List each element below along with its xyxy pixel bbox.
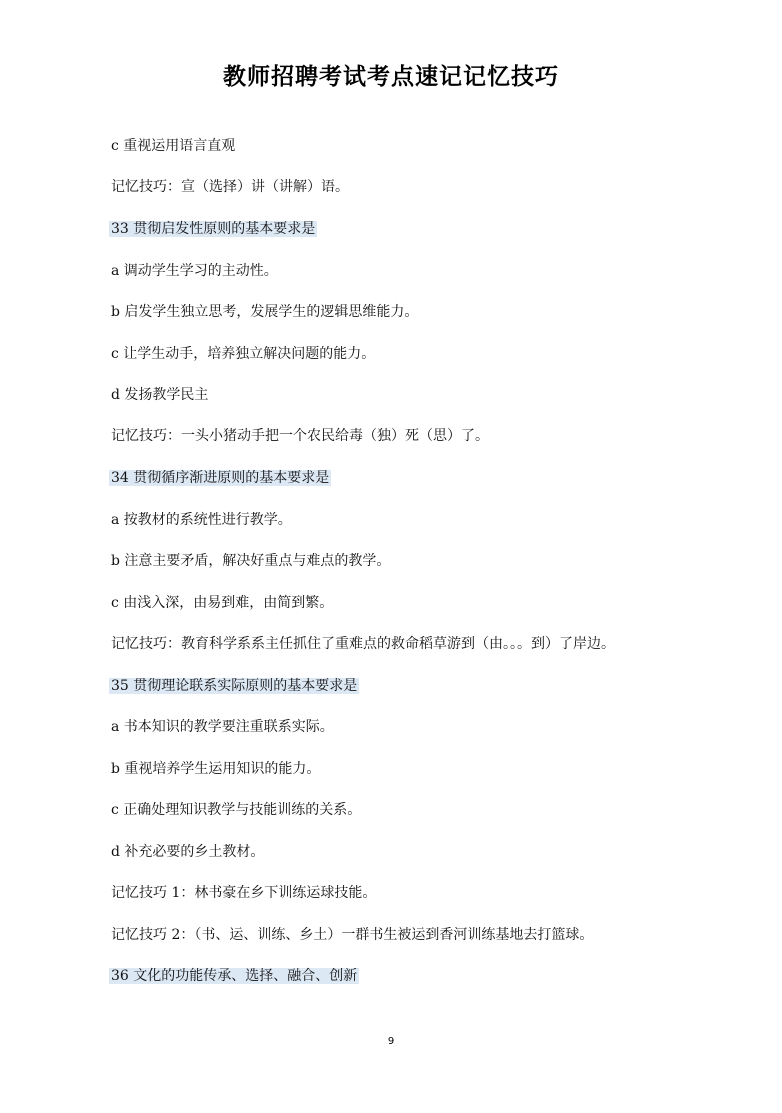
text-line xyxy=(111,548,390,574)
line-text: a 按教材的系统性进行教学。 xyxy=(111,512,292,528)
section-heading xyxy=(111,465,331,491)
text-line xyxy=(111,341,375,367)
text-line xyxy=(111,880,376,906)
text-line xyxy=(111,174,349,200)
heading-text: 35 贯彻理论联系实际原则的基本要求是 xyxy=(111,678,358,694)
text-line xyxy=(111,299,418,325)
line-text: b 重视培养学生运用知识的能力。 xyxy=(111,761,321,777)
page-title: 教师招聘考试考点速记记忆技巧 xyxy=(223,64,559,90)
section-heading xyxy=(111,673,359,699)
line-text: c 让学生动手，培养独立解决问题的能力。 xyxy=(111,346,376,362)
line-text: 记忆技巧：宣（选择）讲（讲解）语。 xyxy=(111,179,349,195)
line-text: d 补充必要的乡土教材。 xyxy=(111,844,265,860)
text-line xyxy=(111,922,593,948)
line-text: b 注意主要矛盾，解决好重点与难点的教学。 xyxy=(111,553,391,569)
text-line xyxy=(111,839,264,865)
line-text: c 正确处理知识教学与技能训练的关系。 xyxy=(111,802,362,818)
line-text: a 书本知识的教学要注重联系实际。 xyxy=(111,719,334,735)
text-line xyxy=(111,423,489,449)
line-text: c 重视运用语言直观 xyxy=(111,138,236,154)
page-number: 9 xyxy=(387,1036,395,1047)
heading-text: 36 文化的功能传承、选择、融合、创新 xyxy=(111,968,358,984)
section-heading xyxy=(111,963,359,989)
line-text: a 调动学生学习的主动性。 xyxy=(111,263,278,279)
text-line xyxy=(111,714,334,740)
text-line xyxy=(111,258,278,284)
line-text: 记忆技巧 1：林书豪在乡下训练运球技能。 xyxy=(111,885,377,901)
line-text: 记忆技巧 2：（书、运、训练、乡土）一群书生被运到香河训练基地去打篮球。 xyxy=(111,927,594,943)
heading-text: 34 贯彻循序渐进原则的基本要求是 xyxy=(111,470,330,486)
line-text: d 发扬教学民主 xyxy=(111,387,209,403)
heading-text: 33 贯彻启发性原则的基本要求是 xyxy=(111,221,316,237)
text-line xyxy=(111,756,320,782)
text-line xyxy=(111,133,235,159)
section-heading xyxy=(111,216,317,242)
line-text: 记忆技巧：教育科学系系主任抓住了重难点的救命稻草游到（由。。。到）了岸边。 xyxy=(111,636,615,652)
text-line xyxy=(111,797,361,823)
text-line xyxy=(111,590,333,616)
text-line xyxy=(111,631,615,657)
text-line xyxy=(111,382,208,408)
line-text: c 由浅入深，由易到难，由简到繁。 xyxy=(111,595,334,611)
line-text: b 启发学生独立思考，发展学生的逻辑思维能力。 xyxy=(111,304,419,320)
text-line xyxy=(111,507,292,533)
line-text: 记忆技巧：一头小猪动手把一个农民给毒（独）死（思）了。 xyxy=(111,428,489,444)
